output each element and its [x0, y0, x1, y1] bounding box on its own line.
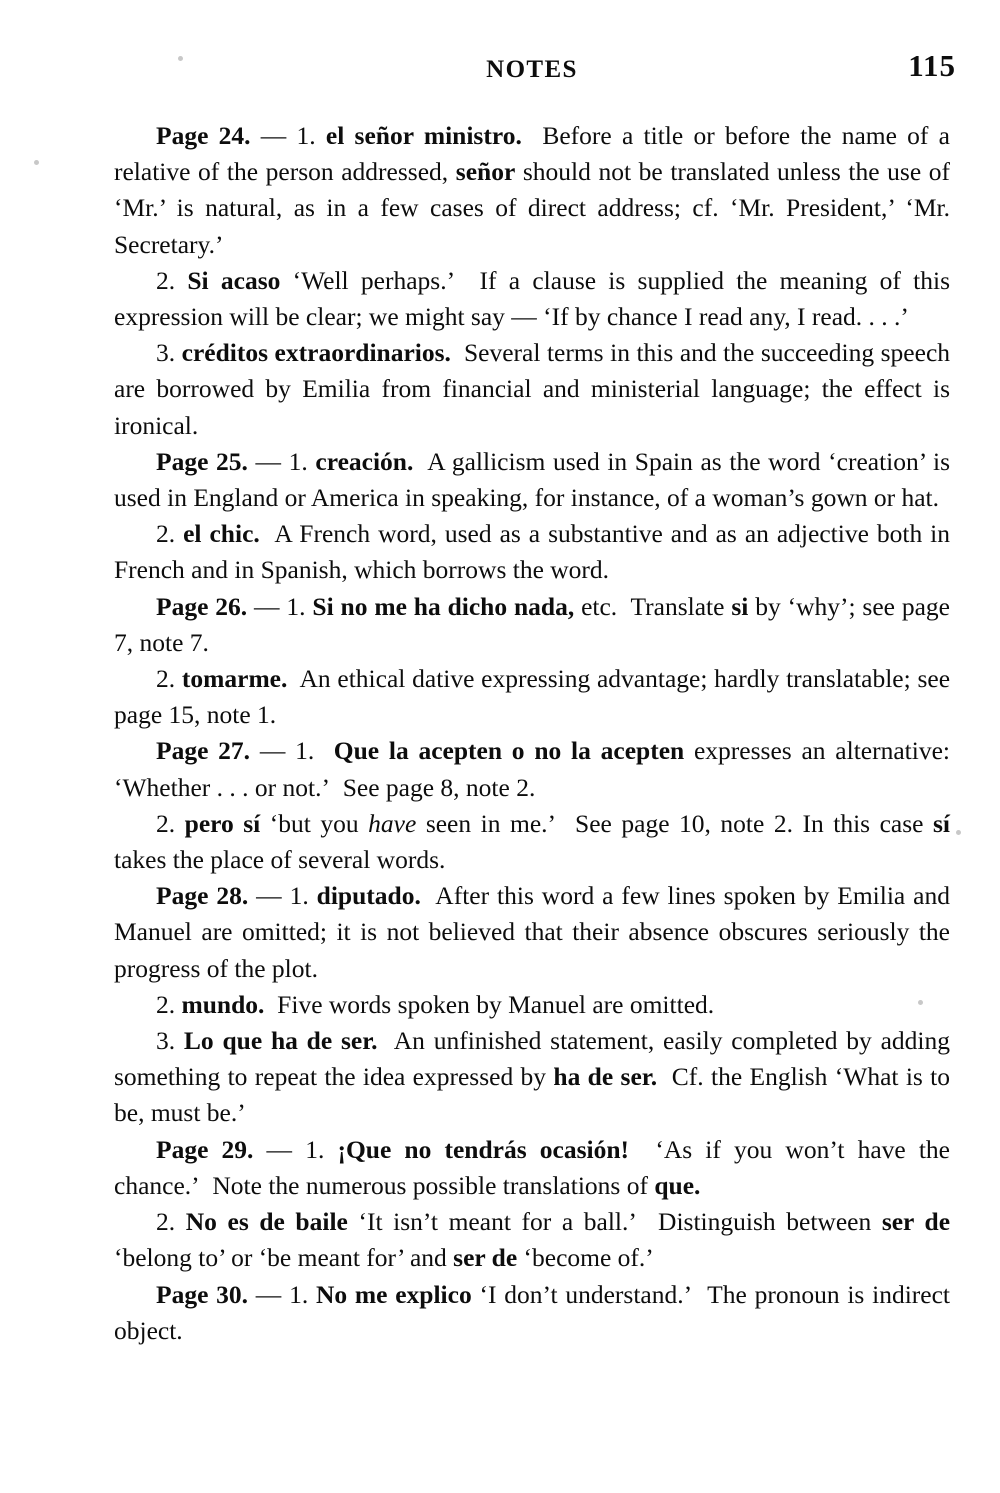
note-paragraph: 3. Lo que ha de ser. An unfinished statement, easily completed by adding something to repeat the idea expressed by ha de ser. Cf. the English ‘What is to be, must be.’	[114, 1026, 951, 1128]
note-paragraph: Page 28. — 1. diputado. After this word a few lines spoken by Emilia and Manuel are omitted; it is not believed that their absence obscures seriously the progress of the plot.	[114, 881, 950, 983]
scan-speckle	[178, 56, 183, 61]
note-paragraph: 2. tomarme. An ethical dative expressing advantage; hardly translatable; see page 15, note 1.	[114, 664, 951, 730]
note-paragraph: Page 27. — 1. Que la acepten o no la acepten expresses an alternative: ‘Whether . . . or not.’ See page 8, note 2.	[114, 736, 950, 802]
note-paragraph: 3. créditos extraordinarios. Several terms in this and the succeeding speech are borrowed by Emilia from financial and ministerial language; the effect is ironical.	[114, 338, 951, 440]
note-paragraph: 2. pero sí ‘but you have seen in me.’ See page 10, note 2. In this case sí takes the place of several words.	[114, 808, 950, 875]
running-head-title: NOTES	[486, 56, 578, 83]
page-header	[114, 48, 956, 108]
note-paragraph: 2. mundo. Five words spoken by Manuel are omitted.	[156, 989, 715, 1019]
note-paragraph: Page 24. — 1. el señor ministro. Before a title or before the name of a relative of the person addressed, señor should not be translated unless the use of ‘Mr.’ is natural, as in a few cases of direct address; cf. ‘Mr. President,’ ‘Mr. Secretary.’	[114, 121, 951, 259]
note-paragraph: 2. Si acaso ‘Well perhaps.’ If a clause is supplied the meaning of this expression will be clear; we might say — ‘If by chance I read any, I read. . . .’	[114, 265, 951, 332]
note-paragraph: 2. el chic. A French word, used as a substantive and as an adjective both in French and in Spanish, which borrows the word.	[114, 519, 951, 585]
note-paragraph: 2. No es de baile ‘It isn’t meant for a ball.’ Distinguish between ser de ‘belong to’ or ‘be meant for’ and ser de ‘become of.’	[114, 1207, 951, 1273]
note-paragraph: Page 25. — 1. creación. A gallicism used in Spain as the word ‘creation’ is used in England or America in speaking, for instance, of a woman’s gown or hat.	[114, 446, 951, 513]
body-text-column	[114, 118, 950, 1349]
note-paragraph: Page 30. — 1. No me explico ‘I don’t understand.’ The pronoun is indirect object.	[114, 1279, 951, 1345]
note-paragraph: Page 26. — 1. Si no me ha dicho nada, etc. Translate si by ‘why’; see page 7, note 7.	[114, 591, 950, 657]
scan-speckle	[956, 830, 961, 835]
page-number: 115	[908, 48, 956, 83]
scan-speckle	[918, 1000, 923, 1005]
scan-speckle	[34, 160, 39, 165]
note-paragraph: Page 29. — 1. ¡Que no tendrás ocasión! ‘As if you won’t have the chance.’ Note the numerous possible translations of que.	[114, 1134, 951, 1200]
